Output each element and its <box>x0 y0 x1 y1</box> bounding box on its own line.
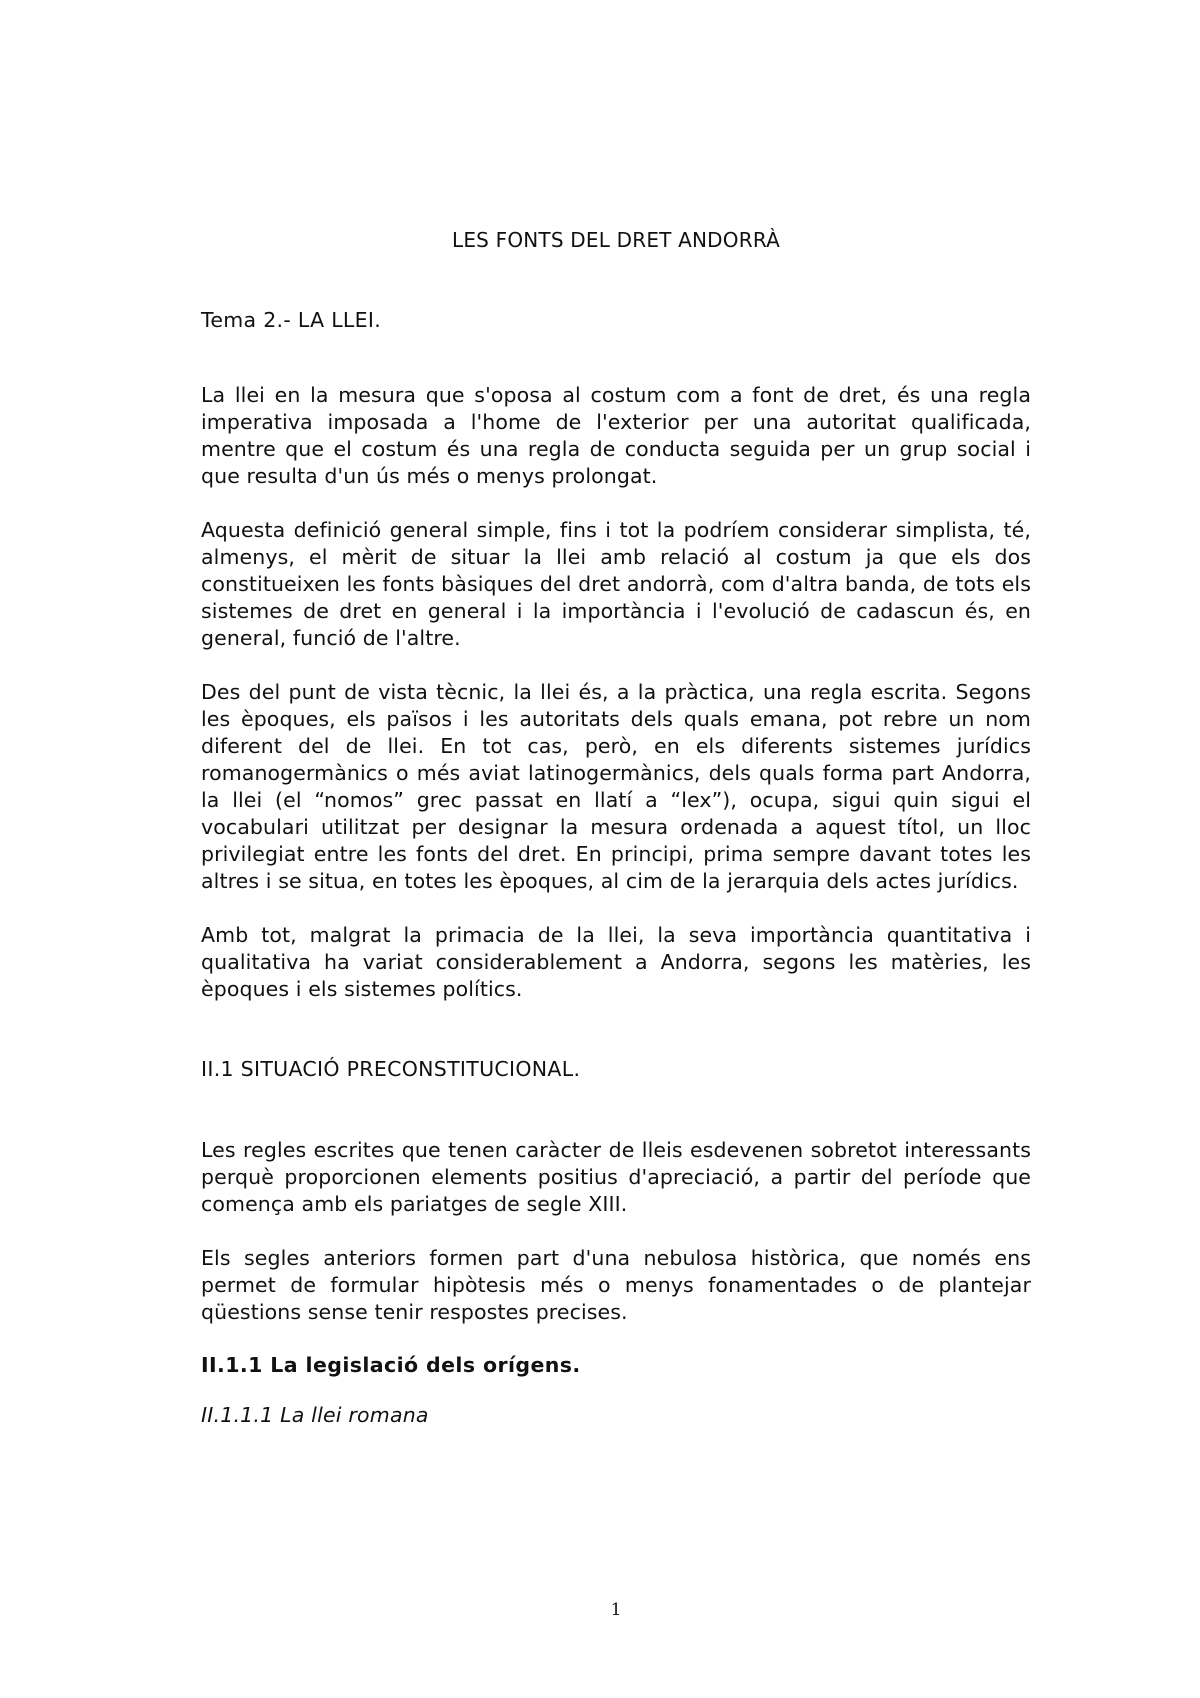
paragraph-definition: La llei en la mesura que s'oposa al costum com a font de dret, és una regla imperativa imposada a l'home de l'exterior per una autoritat qualificada, mentre que el costum és una regla de conducta seguida per un grup social i que resulta d'un ús més o menys prolongat. <box>201 383 1031 488</box>
subsubsection-heading: II.1.1.1 La llei romana <box>201 1403 429 1427</box>
paragraph-primacy: Amb tot, malgrat la primacia de la llei, la seva importància quantitativa i qualitativa ha variat considerablement a Andorra, segons les matèries, les èpoques i els sistemes polítics. <box>201 923 1031 1001</box>
page-content <box>201 228 1031 1427</box>
subsection-heading: II.1.1 La legislació dels orígens. <box>201 1353 581 1377</box>
paragraph-written-rules: Les regles escrites que tenen caràcter de lleis esdevenen sobretot interessants perquè proporcionen elements positius d'apreciació, a partir del període que comença amb els pariatges de segle XIII. <box>201 1138 1031 1216</box>
paragraph-previous-centuries: Els segles anteriors formen part d'una nebulosa històrica, que només ens permet de formular hipòtesis més o menys fonamentades o de plantejar qüestions sense tenir respostes precises. <box>201 1246 1031 1324</box>
paragraph-technical-view: Des del punt de vista tècnic, la llei és, a la pràctica, una regla escrita. Segons les èpoques, els països i les autoritats dels quals emana, pot rebre un nom diferent del de llei. En tot cas, però, en els diferents sistemes jurídics romanogermànics o més aviat latinogermànics, dels quals forma part Andorra, la llei (el “nomos” grec passat en llatí a “lex”), ocupa, sigui quin sigui el vocabulari utilitzat per designar la mesura ordenada a aquest títol, un lloc privilegiat entre les fonts del dret. En principi, prima sempre davant totes les altres i se situa, en totes les èpoques, al cim de la jerarquia dels actes jurídics. <box>201 680 1031 893</box>
paragraph-general-definition: Aquesta definició general simple, fins i tot la podríem considerar simplista, té, almenys, el mèrit de situar la llei amb relació al costum ja que els dos constitueixen les fonts bàsiques del dret andorrà, com d'altra banda, de tots els sistemes de dret en general i la importància i l'evolució de cadascun és, en general, funció de l'altre. <box>201 518 1031 650</box>
section-heading: II.1 SITUACIÓ PRECONSTITUCIONAL. <box>201 1057 581 1081</box>
page-number: 1 <box>610 1600 622 1620</box>
document-title: LES FONTS DEL DRET ANDORRÀ <box>451 228 780 252</box>
tema-heading: Tema 2.- LA LLEI. <box>201 308 382 332</box>
